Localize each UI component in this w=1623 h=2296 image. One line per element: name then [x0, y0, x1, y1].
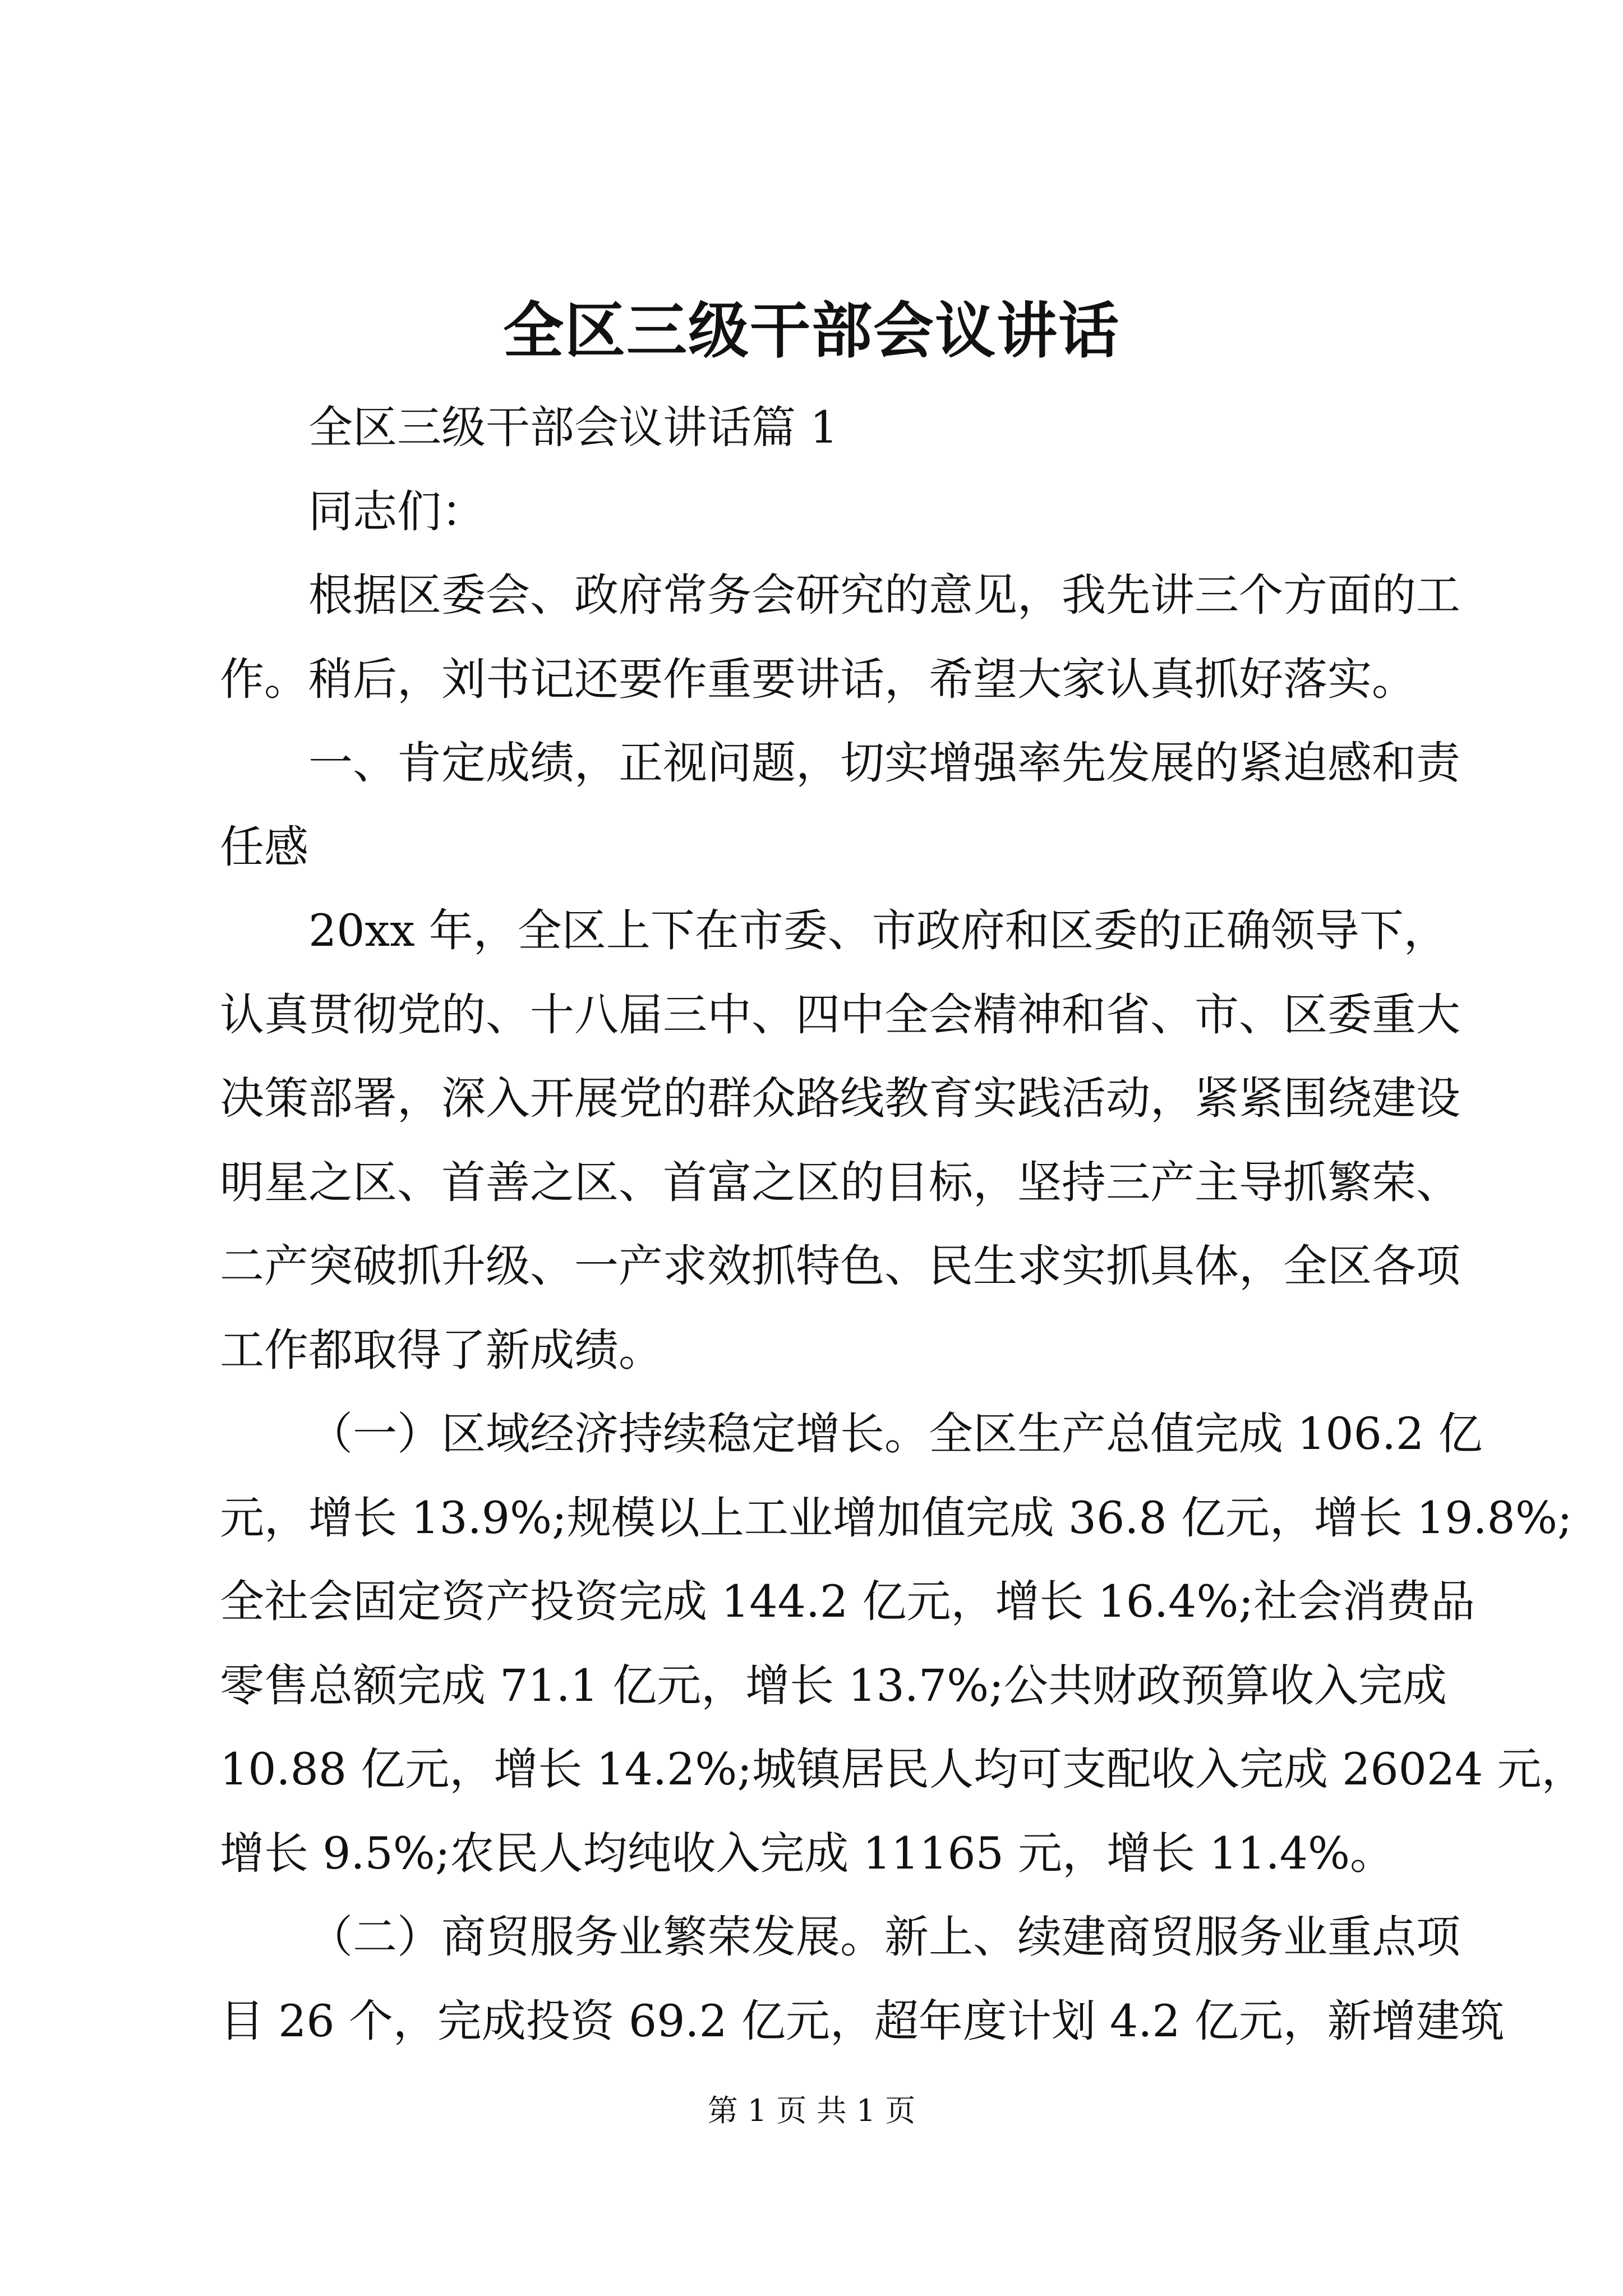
- paragraph-line: 决策部署，深入开展党的群众路线教育实践活动，紧紧围绕建设: [220, 1073, 1460, 1124]
- paragraph: [220, 470, 1420, 554]
- paragraph-line: 目 26 个，完成投资 69.2 亿元，超年度计划 4.2 亿元，新增建筑: [220, 1995, 1505, 2047]
- paragraph: [220, 889, 1460, 1392]
- paragraph: [220, 1392, 1586, 1895]
- document-body: [220, 386, 1586, 2063]
- paragraph-line: 认真贯彻党的、十八届三中、四中全会精神和省、市、区委重大: [220, 988, 1460, 1041]
- paragraph-line: 一、肯定成绩，正视问题，切实增强率先发展的紧迫感和责: [308, 737, 1460, 789]
- paragraph-line: 增长 9.5%;农民人均纯收入完成 11165 元，增长 11.4%。: [220, 1827, 1395, 1879]
- paragraph: [220, 554, 1460, 721]
- paragraph-line: 全区三级干部会议讲话篇 1: [308, 402, 838, 453]
- paragraph-line: 零售总额完成 71.1 亿元，增长 13.7%;公共财政预算收入完成: [220, 1659, 1447, 1711]
- paragraph: [220, 721, 1460, 889]
- paragraph-line: 明星之区、首善之区、首富之区的目标，坚持三产主导抓繁荣、: [220, 1156, 1460, 1208]
- paragraph-line: 根据区委会、政府常务会研究的意见，我先讲三个方面的工: [308, 569, 1460, 621]
- paragraph-line: 作。稍后，刘书记还要作重要讲话，希望大家认真抓好落实。: [220, 653, 1416, 705]
- document-title: 全区三级干部会议讲话: [502, 296, 1120, 366]
- paragraph: [220, 386, 1420, 470]
- paragraph-line: 工作都取得了新成绩。: [220, 1324, 663, 1376]
- paragraph-line: 元，增长 13.9%;规模以上工业增加值完成 36.8 亿元，增长 19.8%;: [220, 1492, 1573, 1544]
- paragraph-line: （一）区域经济持续稳定增长。全区生产总值完成 106.2 亿: [308, 1408, 1483, 1460]
- paragraph-line: 全社会固定资产投资完成 144.2 亿元，增长 16.4%;社会消费品: [220, 1576, 1476, 1627]
- paragraph: [220, 1895, 1505, 2063]
- paragraph-line: 10.88 亿元，增长 14.2%;城镇居民人均可支配收入完成 26024 元，: [220, 1743, 1586, 1795]
- paragraph-line: （二）商贸服务业繁荣发展。新上、续建商贸服务业重点项: [308, 1911, 1460, 1963]
- paragraph-line: 20xx 年，全区上下在市委、市政府和区委的正确领导下，: [308, 905, 1448, 956]
- paragraph-line: 二产突破抓升级、一产求效抓特色、民生求实抓具体，全区各项: [220, 1240, 1460, 1292]
- paragraph-line: 任感: [220, 821, 308, 873]
- page-footer: 第 1 页 共 1 页: [707, 2093, 916, 2128]
- paragraph-line: 同志们：: [308, 485, 486, 537]
